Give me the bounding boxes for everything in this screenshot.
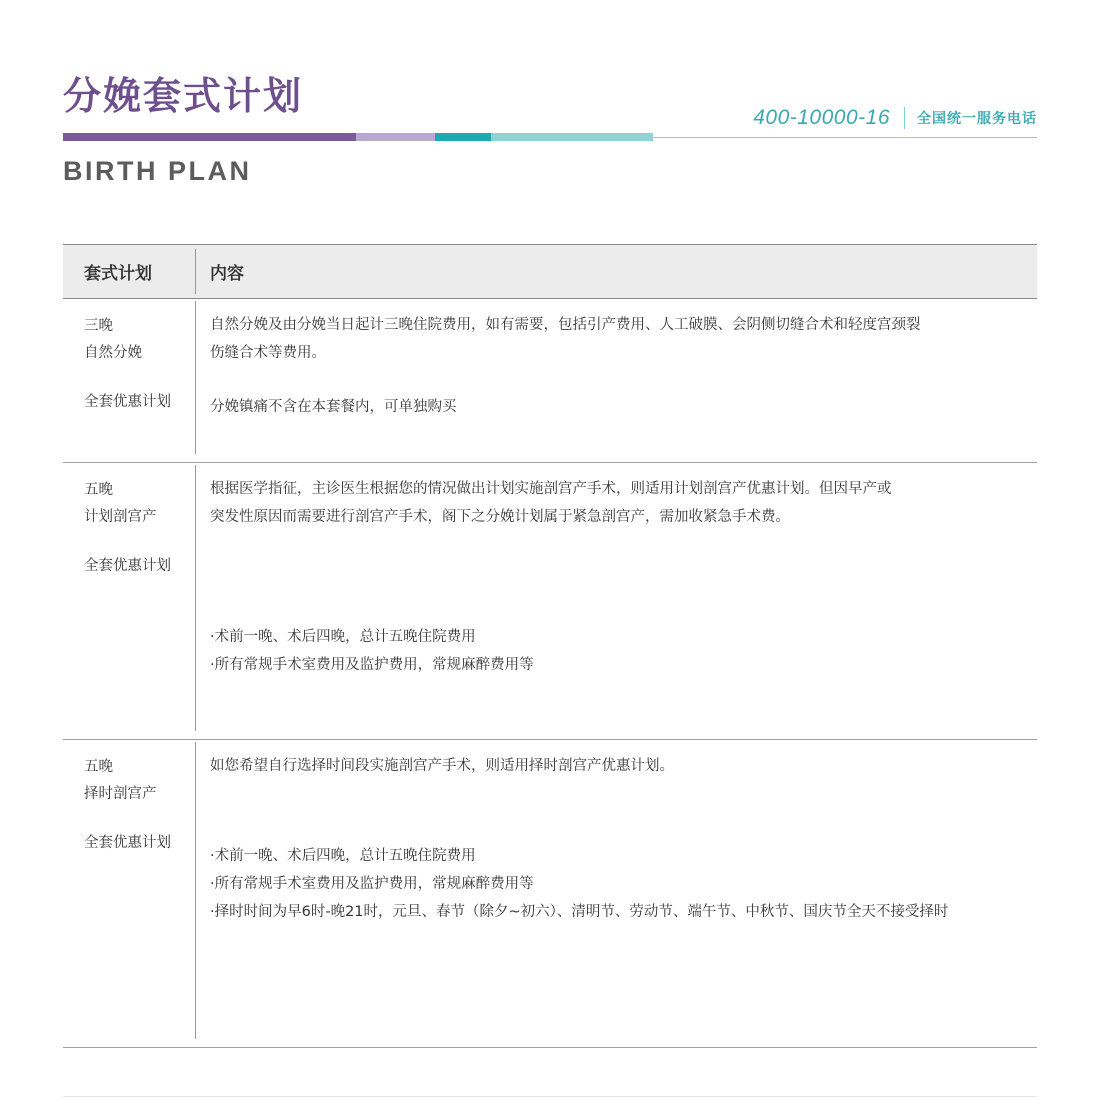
hotline-label: 全国统一服务电话 — [917, 111, 1037, 127]
plan-cell — [63, 301, 196, 454]
birth-plan-table — [63, 244, 1037, 1048]
header-divider-line — [653, 137, 1037, 138]
plan-nights: 五晚 — [84, 482, 113, 498]
plan-cell — [63, 465, 196, 731]
bullet-item: ·术前一晚、术后四晚，总计五晚住院费用 — [210, 629, 476, 645]
content-text: 自然分娩及由分娩当日起计三晚住院费用，如有需要，包括引产费用、人工破膜、会阴侧切缝合术和轻度宫颈裂 — [210, 317, 921, 333]
page-footer-line — [63, 1096, 1037, 1097]
plan-cell — [63, 742, 196, 1039]
hotline-number: 400-10000-16 — [753, 106, 890, 129]
bullet-item: ·术前一晚、术后四晚，总计五晚住院费用 — [210, 848, 476, 864]
bar-segment-teal — [435, 133, 491, 141]
table-header — [63, 244, 1037, 299]
plan-package: 全套优惠计划 — [84, 394, 171, 410]
hotline-separator — [904, 107, 905, 129]
bullet-item: ·所有常规手术室费用及监护费用，常规麻醉费用等 — [210, 876, 534, 892]
plan-package: 全套优惠计划 — [84, 835, 171, 851]
table-row — [63, 299, 1037, 463]
plan-type: 计划剖宫产 — [84, 509, 157, 525]
content-text: 如您希望自行选择时间段实施剖宫产手术，则适用择时剖宫产优惠计划。 — [210, 758, 674, 774]
bar-segment-lavender — [356, 133, 435, 141]
plan-type: 自然分娩 — [84, 345, 142, 361]
plan-type: 择时剖宫产 — [84, 786, 157, 802]
bullet-item: ·所有常规手术室费用及监护费用，常规麻醉费用等 — [210, 657, 534, 673]
header-color-bar — [63, 133, 653, 141]
content-text: 分娩镇痛不含在本套餐内，可单独购买 — [210, 399, 457, 415]
header-content: 内容 — [210, 264, 244, 284]
page-title: 分娩套式计划 — [63, 74, 304, 118]
content-cell — [196, 740, 1037, 1047]
header-plan: 套式计划 — [63, 249, 196, 294]
content-cell — [196, 299, 1037, 462]
plan-nights: 三晚 — [84, 318, 113, 334]
plan-nights: 五晚 — [84, 759, 113, 775]
page-subtitle: BIRTH PLAN — [63, 156, 252, 186]
table-row — [63, 740, 1037, 1048]
content-text: 突发性原因而需要进行剖宫产手术，阁下之分娩计划属于紧急剖宫产，需加收紧急手术费。 — [210, 509, 790, 525]
hotline — [753, 106, 1037, 130]
content-text: 根据医学指征，主诊医生根据您的情况做出计划实施剖宫产手术，则适用计划剖宫产优惠计划。但因早产或 — [210, 481, 892, 497]
content-cell — [196, 463, 1037, 739]
bullet-item: ·择时时间为早6时-晚21时，元旦、春节（除夕~初六）、清明节、劳动节、端午节、中秋节、国庆节全天不接受择时 — [210, 904, 949, 920]
content-text: 伤缝合术等费用。 — [210, 345, 326, 361]
table-row — [63, 463, 1037, 740]
plan-package: 全套优惠计划 — [84, 558, 171, 574]
bar-segment-purple — [63, 133, 356, 141]
bar-segment-light-teal — [491, 133, 653, 141]
